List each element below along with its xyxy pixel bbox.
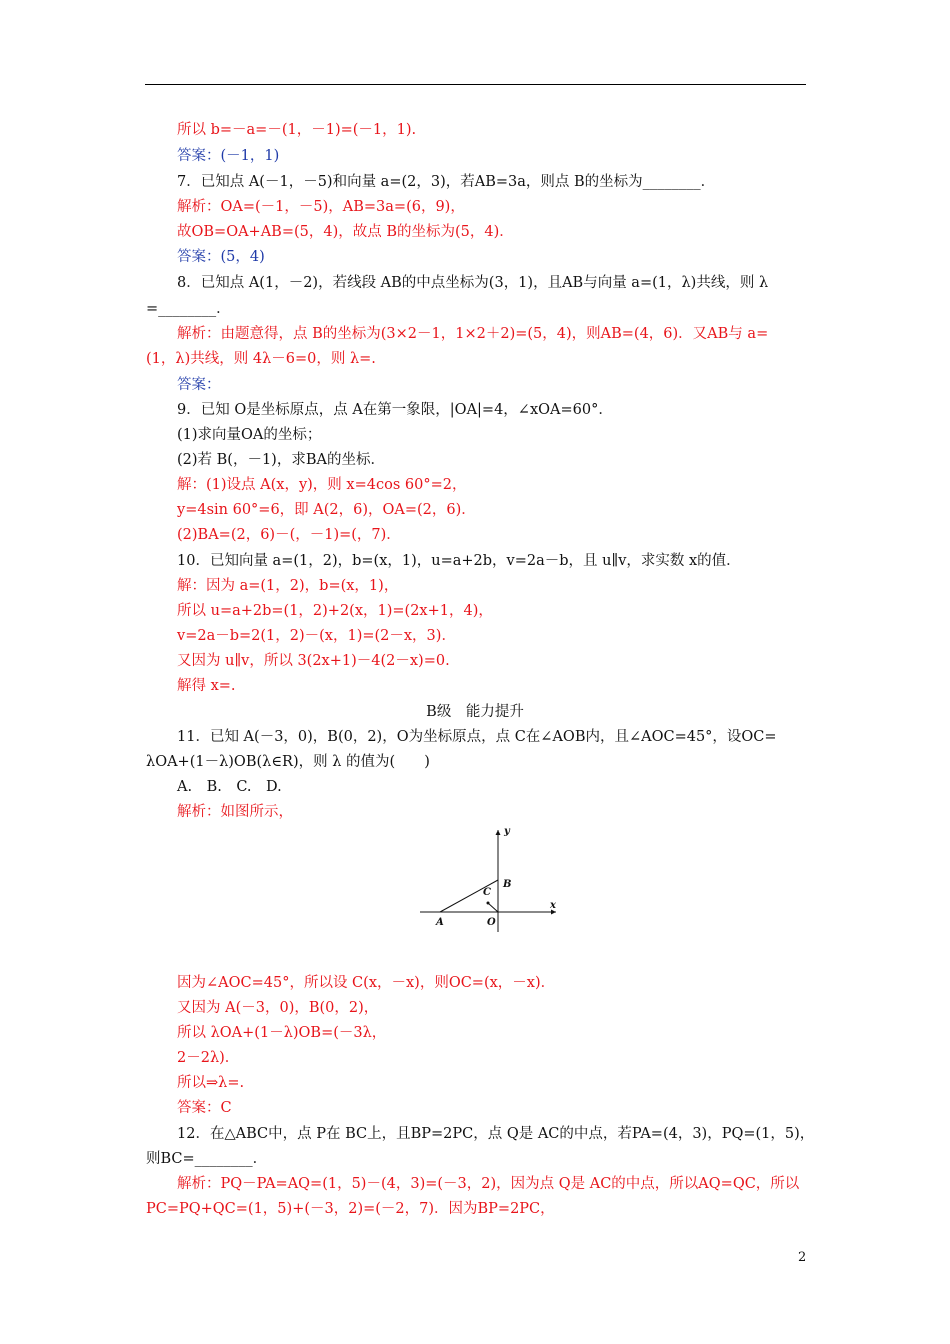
text-line: 所以⇒λ=. <box>177 1075 245 1091</box>
text-line: PC=PQ+QC=(1，5)+(－3，2)=(－2，7)．因为BP=2PC， <box>146 1201 555 1217</box>
text-line: 因为∠AOC=45°，所以设 C(x，－x)，则OC=(x，－x)． <box>177 975 556 991</box>
text-line: 9．已知 O是坐标原点，点 A在第一象限，|OA|=4，∠xOA=60°． <box>177 402 613 418</box>
text-line: 所以 u=a+2b=(1，2)+2(x，1)=(2x+1，4)， <box>177 603 493 619</box>
text-line: (2)若 B(，－1)，求BA的坐标． <box>177 452 385 468</box>
text-line: 所以 b=－a=－(1，－1)=(－1，1). <box>177 122 417 138</box>
text-line: (1)求向量OA的坐标； <box>177 427 322 443</box>
text-line: 11．已知 A(－3，0)，B(0，2)，O为坐标原点，点 C在∠AOB内，且∠AOC=45°，设OC= <box>177 729 777 745</box>
coordinate-figure <box>420 826 560 936</box>
point-c <box>487 902 490 905</box>
text-line: 解得 x=. <box>177 678 236 694</box>
text-line: 10．已知向量 a=(1，2)，b=(x，1)，u=a+2b，v=2a－b，且 u∥v，求实数 x的值． <box>177 553 741 569</box>
text-line: 8．已知点 A(1，－2)，若线段 AB的中点坐标为(3，1)，且AB与向量 a=(1，λ)共线，则 λ <box>177 275 769 291</box>
text-line: 解：(1)设点 A(x，y)，则 x=4cos 60°=2， <box>177 477 467 493</box>
text-line: 解析：由题意得，点 B的坐标为(3×2－1，1×2＋2)=(5，4)，则AB=(4，6)．又AB与 a= <box>177 326 769 342</box>
text-line: 则BC=________． <box>146 1151 268 1167</box>
label-y: y <box>504 826 510 837</box>
text-line: 解析：PQ－PA=AQ=(1，5)－(4，3)=(－3，2)，因为点 Q是 AC的中点，所以AQ=QC，所以 <box>177 1176 800 1192</box>
text-line: 所以 λOA+(1－λ)OB=(－3λ， <box>177 1025 387 1041</box>
text-line: 7．已知点 A(－1，－5)和向量 a=(2，3)，若AB=3a，则点 B的坐标为________． <box>177 174 716 190</box>
text-line: 解析：OA=(－1，－5)，AB=3a=(6，9)， <box>177 199 465 215</box>
text-line: 答案： <box>177 377 221 393</box>
text-line: 答案：C <box>177 1100 232 1116</box>
label-a: A <box>436 917 444 928</box>
y-axis-arrow <box>496 830 501 835</box>
label-b: B <box>503 879 512 890</box>
text-line: v=2a－b=2(1，2)－(x，1)=(2－x，3)． <box>177 628 456 644</box>
text-line: 12．在△ABC中，点 P在 BC上，且BP=2PC，点 Q是 AC的中点，若PA=(4，3)，PQ=(1，5)， <box>177 1126 815 1142</box>
text-line: 解：因为 a=(1，2)，b=(x，1)， <box>177 578 399 594</box>
text-line: 故OB=OA+AB=(5，4)，故点 B的坐标为(5，4)． <box>177 224 514 240</box>
text-line: 答案：(5，4) <box>177 249 265 265</box>
section-title: B级 能力提升 <box>426 704 524 720</box>
text-line: 又因为 u∥v，所以 3(2x+1)－4(2－x)=0. <box>177 653 450 669</box>
label-c: C <box>483 887 491 898</box>
text-line: 2－2λ)． <box>177 1050 240 1066</box>
header-rule <box>145 84 806 85</box>
text-line: (1，λ)共线，则 4λ－6=0，则 λ=. <box>146 351 376 367</box>
text-line: y=4sin 60°=6，即 A(2，6)，OA=(2，6)． <box>177 502 476 518</box>
text-line: =________． <box>146 301 231 317</box>
text-line: (2)BA=(2，6)－(，－1)=(，7)． <box>177 527 401 543</box>
text-line: λOA+(1－λ)OB(λ∈R)，则 λ 的值为( ) <box>146 754 430 770</box>
page-number: 2 <box>798 1250 807 1265</box>
text-line: 答案：(－1，1) <box>177 148 280 164</box>
label-o: O <box>487 917 496 928</box>
text-line: A. B. C. D. <box>177 779 282 795</box>
label-x: x <box>550 900 556 911</box>
text-line: 解析：如图所示， <box>177 804 293 820</box>
text-line: 又因为 A(－3，0)，B(0，2)， <box>177 1000 379 1016</box>
segment-oc <box>488 903 498 912</box>
